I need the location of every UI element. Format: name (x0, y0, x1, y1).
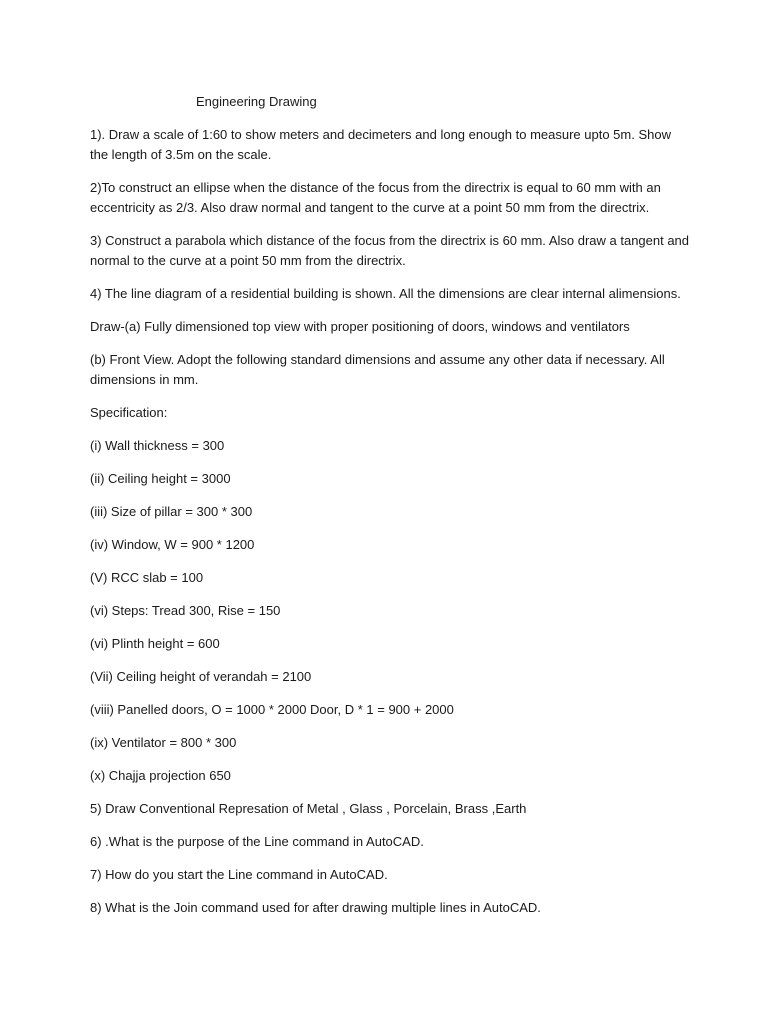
spec-item: (V) RCC slab = 100 (90, 570, 204, 585)
question-5: 5) Draw Conventional Represation of Metal , Glass , Porcelain, Brass ,Earth (90, 801, 527, 816)
spec-item: (vi) Plinth height = 600 (90, 636, 220, 651)
question-4: 4) The line diagram of a residential building is shown. All the dimensions are clear internal alimensions. (90, 286, 681, 301)
spec-item: (ii) Ceiling height = 3000 (90, 471, 231, 486)
spec-item: (Vii) Ceiling height of verandah = 2100 (90, 669, 312, 684)
question-2: 2)To construct an ellipse when the distance of the focus from the directrix is equal to 60 mm with an eccentricity as 2/3. Also draw normal and tangent to the curve at a point 50 mm from the directrix. (90, 180, 661, 215)
spec-item: (vi) Steps: Tread 300, Rise = 150 (90, 603, 281, 618)
document-title: Engineering Drawing (196, 94, 317, 109)
document-body (90, 125, 690, 931)
question-6: 6) .What is the purpose of the Line command in AutoCAD. (90, 834, 424, 849)
spec-item: (iv) Window, W = 900 * 1200 (90, 537, 255, 552)
question-8: 8) What is the Join command used for after drawing multiple lines in AutoCAD. (90, 900, 541, 915)
spec-item: (iii) Size of pillar = 300 * 300 (90, 504, 253, 519)
spec-item: (i) Wall thickness = 300 (90, 438, 225, 453)
question-3: 3) Construct a parabola which distance of the focus from the directrix is 60 mm. Also draw a tangent and normal to the curve at a point 50 mm from the directrix. (90, 233, 690, 268)
spec-item: (x) Chajja projection 650 (90, 768, 231, 783)
spec-item: (viii) Panelled doors, O = 1000 * 2000 Door, D * 1 = 900 + 2000 (90, 702, 454, 717)
spec-item: (ix) Ventilator = 800 * 300 (90, 735, 237, 750)
specification-heading: Specification: (90, 405, 168, 420)
question-7: 7) How do you start the Line command in AutoCAD. (90, 867, 388, 882)
question-4-part-a: Draw-(a) Fully dimensioned top view with proper positioning of doors, windows and ventilators (90, 319, 630, 334)
question-1: 1). Draw a scale of 1:60 to show meters and decimeters and long enough to measure upto 5m. Show the length of 3.5m on the scale. (90, 127, 671, 162)
question-4-part-b: (b) Front View. Adopt the following standard dimensions and assume any other data if necessary. All dimensions in mm. (90, 352, 665, 387)
